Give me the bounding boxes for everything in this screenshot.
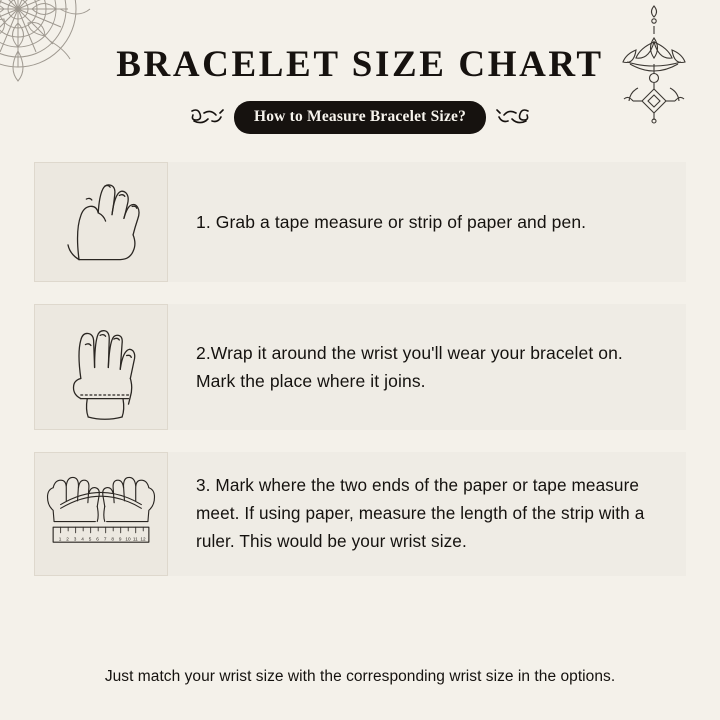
hand-with-tape-around-wrist-illustration	[46, 314, 156, 420]
list-item	[34, 304, 686, 430]
step-image-3	[34, 452, 168, 576]
step-text-container-3	[168, 452, 686, 576]
steps-list	[0, 162, 720, 576]
step-image-2	[34, 304, 168, 430]
svg-text:12: 12	[140, 536, 146, 542]
svg-text:7: 7	[103, 536, 107, 542]
list-item	[34, 162, 686, 282]
step-text-container-2	[168, 304, 686, 430]
svg-text:5: 5	[88, 536, 92, 542]
flourish-icon	[496, 107, 530, 129]
svg-text:1: 1	[58, 536, 62, 542]
svg-text:9: 9	[118, 536, 122, 542]
svg-text:2: 2	[66, 536, 69, 542]
svg-text:4: 4	[81, 536, 84, 542]
subtitle-row	[0, 101, 720, 134]
step-text: 1. Grab a tape measure or strip of paper and pen.	[196, 211, 587, 232]
step-text: 2.Wrap it around the wrist you'll wear your bracelet on. Mark the place where it joins.	[196, 342, 623, 391]
closed-fist-hand-illustration	[46, 171, 156, 273]
footer-note: Just match your wrist size with the corresponding wrist size in the options.	[104, 668, 616, 685]
measuring-strip-with-ruler-illustration	[40, 467, 162, 561]
svg-text:8: 8	[111, 536, 114, 542]
flourish-icon	[190, 107, 224, 129]
subtitle-badge: How to Measure Bracelet Size?	[234, 101, 486, 134]
page-title: BRACELET SIZE CHART	[116, 44, 604, 85]
list-item	[34, 452, 686, 576]
step-image-1	[34, 162, 168, 282]
svg-text:10: 10	[125, 536, 131, 542]
step-text-container-1	[168, 162, 686, 282]
svg-text:3: 3	[73, 536, 77, 542]
svg-text:6: 6	[96, 536, 99, 542]
svg-text:11: 11	[132, 536, 138, 542]
step-text: 3. Mark where the two ends of the paper or tape measure meet. If using paper, measure the length of the strip with a ruler. This would be your wrist size.	[196, 475, 645, 551]
document-header	[0, 0, 720, 134]
